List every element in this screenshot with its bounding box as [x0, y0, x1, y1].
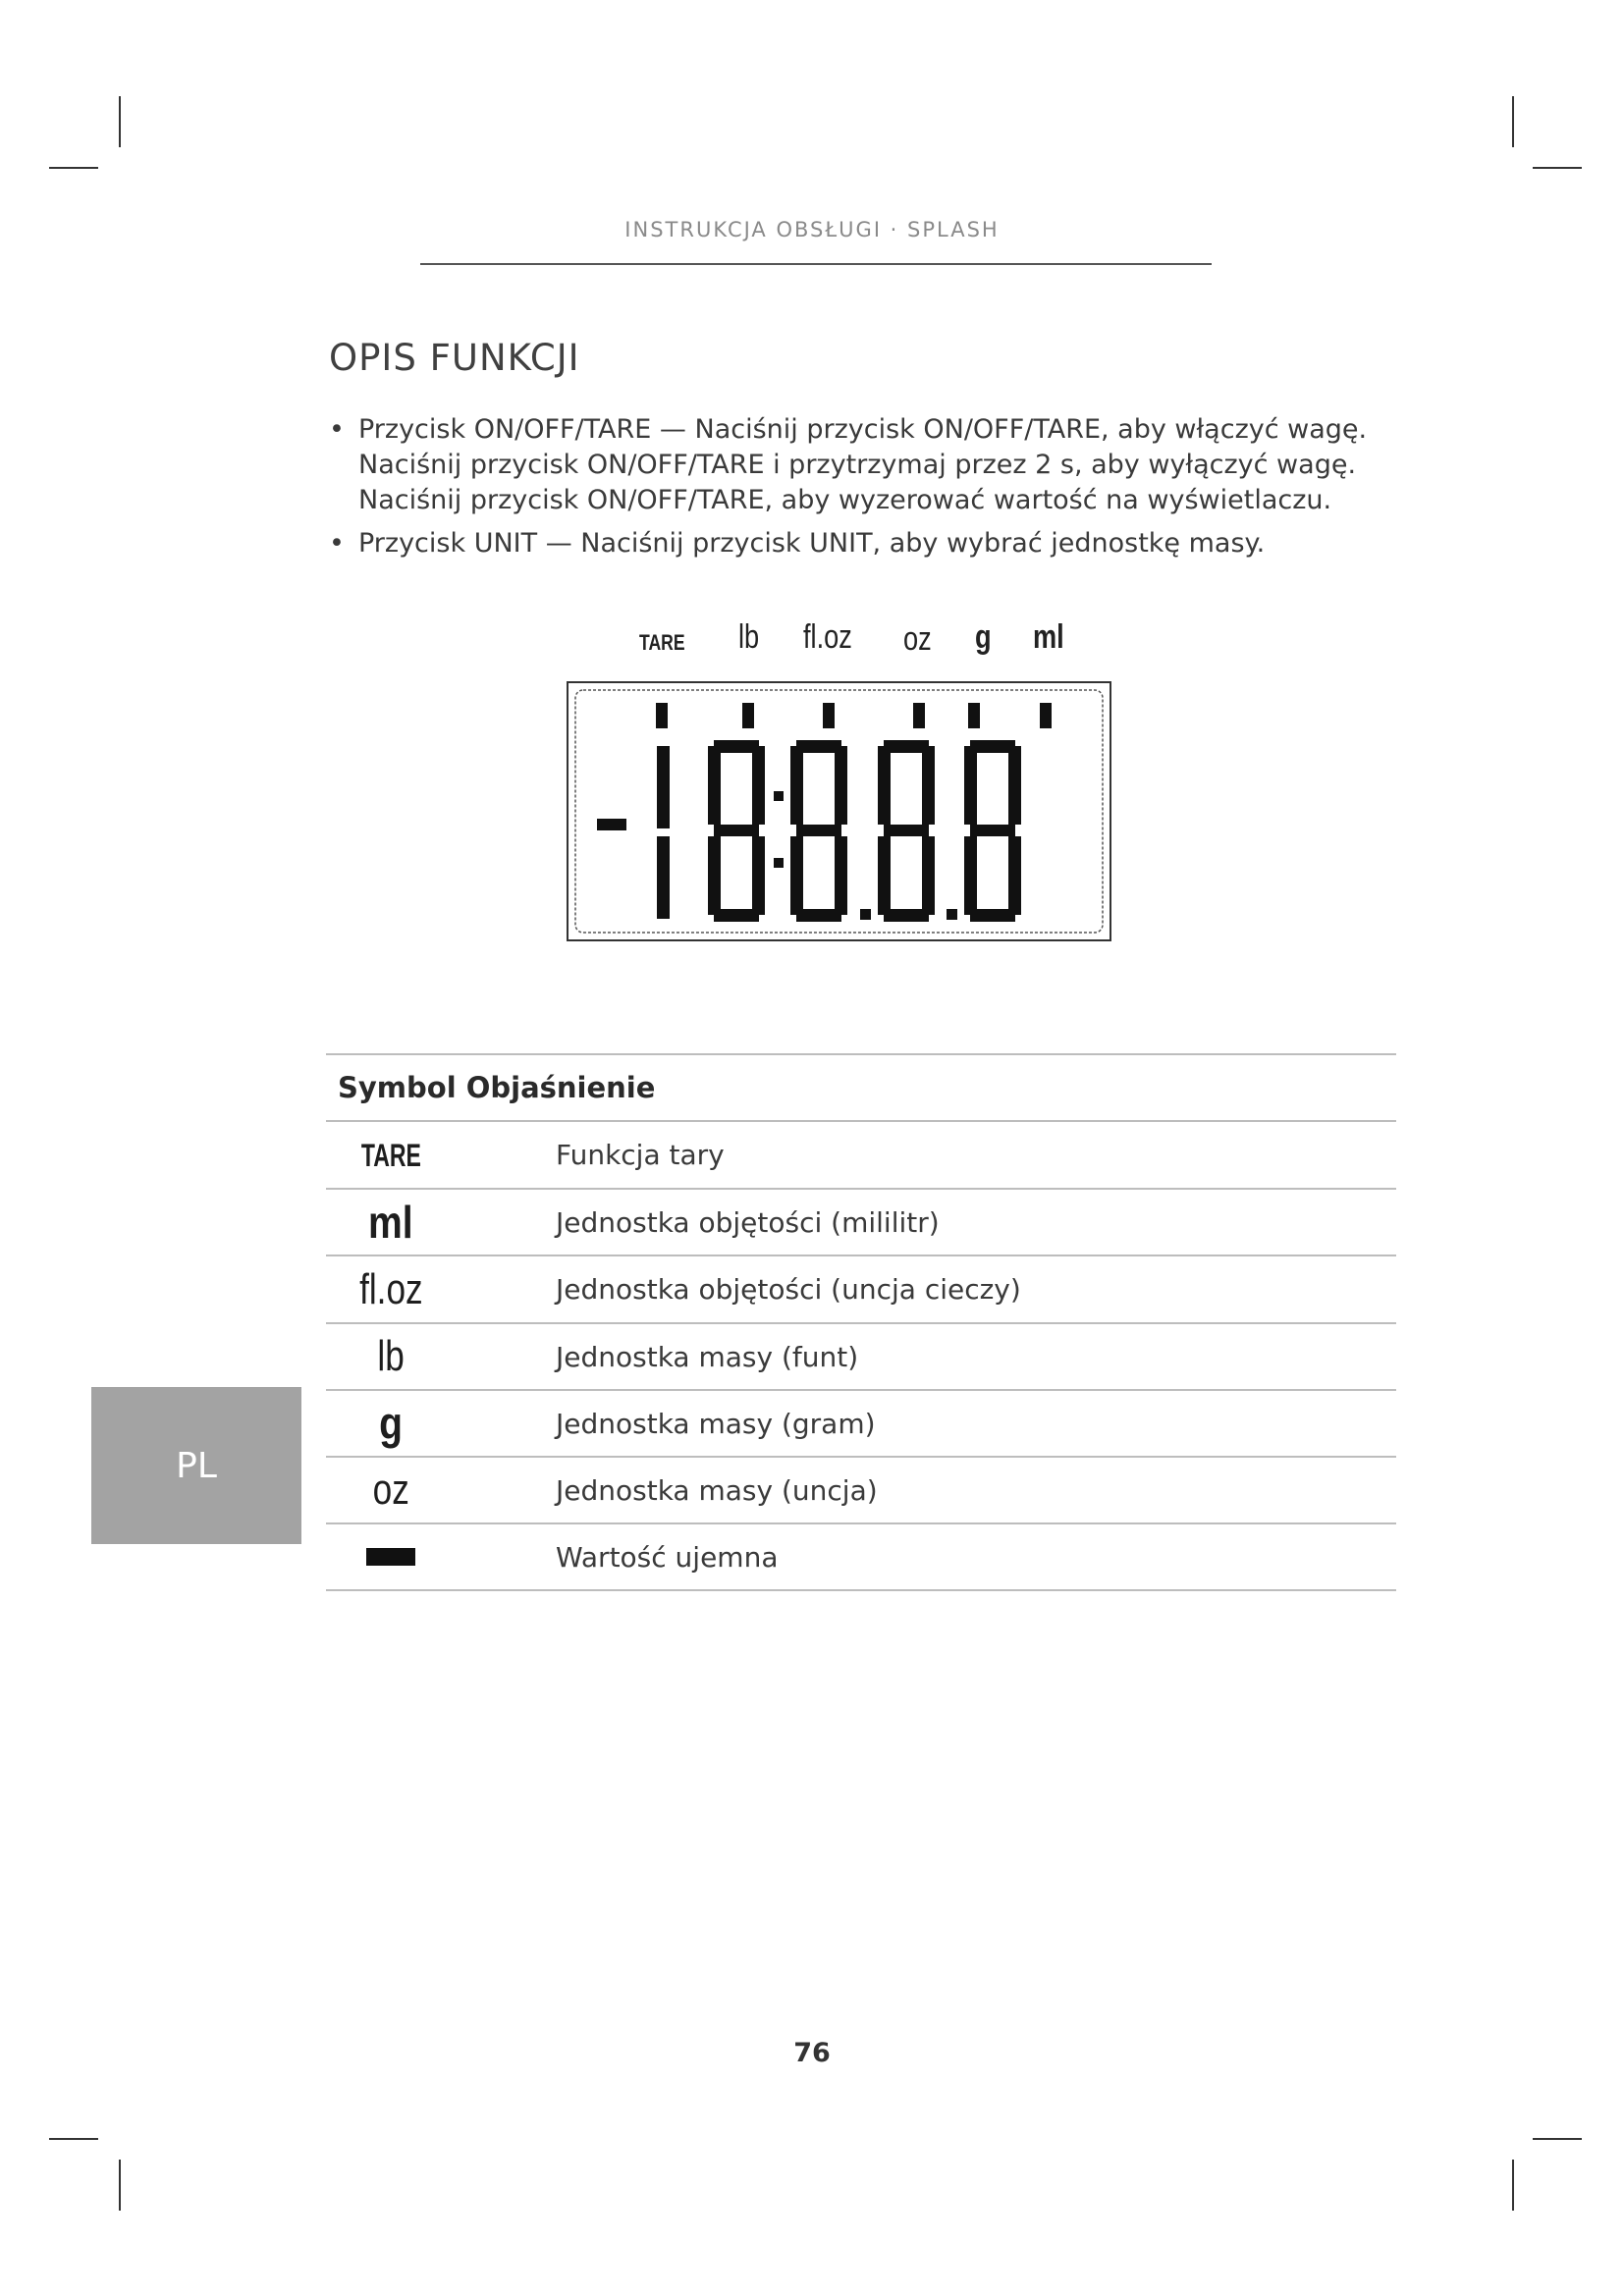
crop-mark — [119, 96, 121, 147]
bullet-icon: • — [329, 528, 345, 559]
symbol-cell — [326, 1264, 456, 1313]
floz-symbol: fl.oz — [358, 1264, 423, 1313]
symbol-cell — [326, 1137, 456, 1173]
lcd-label-g: g — [975, 618, 992, 656]
function-list — [329, 412, 1409, 569]
section-title: OPIS FUNKCJI — [329, 337, 580, 379]
page-number: 76 — [793, 2038, 831, 2068]
symbol-cell — [326, 1468, 456, 1512]
crop-mark — [49, 167, 98, 169]
description-cell: Wartość ujemna — [556, 1540, 779, 1574]
symbol-table — [326, 1053, 1396, 1591]
table-row — [326, 1324, 1396, 1391]
lcd-indicator-labels — [628, 618, 1119, 667]
g-symbol: g — [379, 1398, 403, 1449]
lcd-label-ml: ml — [1033, 618, 1064, 656]
tare-symbol: TARE — [360, 1137, 421, 1173]
table-header: Symbol Objaśnienie — [338, 1071, 656, 1104]
language-tab — [91, 1387, 301, 1544]
description-cell: Jednostka masy (gram) — [556, 1407, 876, 1440]
crop-mark — [1512, 96, 1514, 147]
bullet-tare-button — [329, 412, 1409, 518]
description-cell: Jednostka masy (funt) — [556, 1340, 859, 1373]
negative-bar-icon — [366, 1548, 415, 1566]
symbol-cell — [326, 1398, 456, 1449]
running-header: INSTRUKCJA OBSŁUGI · SPLASH — [624, 218, 1000, 241]
lcd-label-oz: oz — [903, 620, 932, 658]
table-row — [326, 1122, 1396, 1190]
crop-mark — [49, 2138, 98, 2140]
bullet-unit-button — [329, 526, 1409, 561]
description-cell: Jednostka objętości (uncja cieczy) — [556, 1273, 1021, 1306]
symbol-cell — [326, 1332, 456, 1380]
description-cell: Jednostka masy (uncja) — [556, 1473, 878, 1507]
bullet-line: Przycisk ON/OFF/TARE — Naciśnij przycisk ON/OFF/TARE, aby włączyć wagę. — [358, 414, 1368, 445]
table-row — [326, 1524, 1396, 1591]
bullet-icon: • — [329, 414, 345, 445]
lb-symbol: lb — [377, 1332, 405, 1380]
table-row — [326, 1190, 1396, 1256]
table-row — [326, 1458, 1396, 1524]
bullet-line: Naciśnij przycisk ON/OFF/TARE, aby wyzerować wartość na wyświetlaczu. — [358, 485, 1332, 515]
table-row — [326, 1256, 1396, 1324]
symbol-cell — [326, 1548, 456, 1566]
header-rule — [420, 263, 1212, 265]
crop-mark — [1533, 2138, 1582, 2140]
bullet-line: Przycisk UNIT — Naciśnij przycisk UNIT, aby wybrać jednostkę masy. — [358, 528, 1266, 559]
crop-mark — [119, 2160, 121, 2211]
crop-mark — [1512, 2160, 1514, 2211]
lcd-label-floz: fl.oz — [803, 618, 852, 656]
symbol-cell — [326, 1197, 456, 1248]
lcd-display — [567, 681, 1111, 941]
table-row — [326, 1391, 1396, 1458]
description-cell: Jednostka objętości (mililitr) — [556, 1205, 940, 1239]
crop-mark — [1533, 167, 1582, 169]
lcd-label-tare: TARE — [639, 630, 685, 655]
ml-symbol: ml — [368, 1197, 413, 1248]
bullet-line: Naciśnij przycisk ON/OFF/TARE i przytrzymaj przez 2 s, aby wyłączyć wagę. — [358, 450, 1357, 480]
lcd-label-lb: lb — [738, 618, 760, 656]
description-cell: Funkcja tary — [556, 1139, 725, 1171]
language-tab-label: PL — [176, 1445, 217, 1486]
oz-symbol: oz — [372, 1466, 409, 1514]
